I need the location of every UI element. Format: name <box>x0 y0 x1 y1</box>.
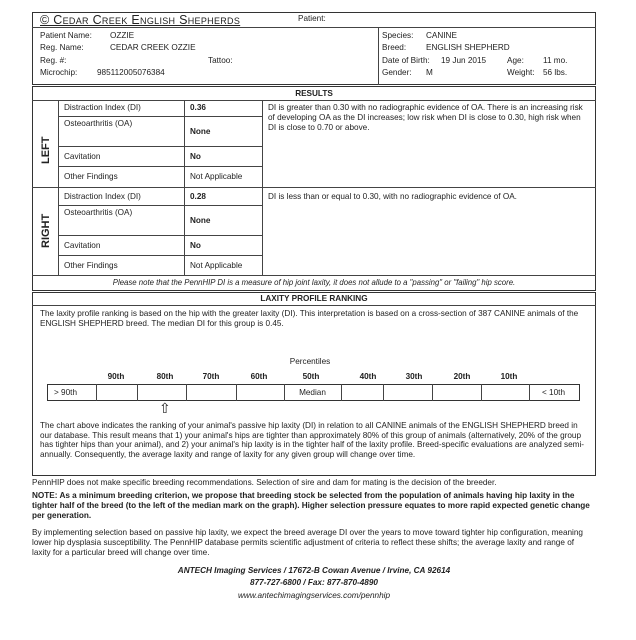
dob-label: Date of Birth: <box>382 56 430 65</box>
left-oa-label: Osteoarthritis (OA) <box>64 119 133 128</box>
left-other-label: Other Findings <box>64 172 118 181</box>
percentile-label: 90th <box>107 372 125 381</box>
dob-value: 19 Jun 2015 <box>441 56 487 65</box>
bar-divider <box>432 384 433 401</box>
percentile-label: 30th <box>405 372 423 381</box>
clinic-name: © Cedar Creek English Shepherds <box>40 13 241 27</box>
weight-label: Weight: <box>507 68 535 77</box>
results-side-divider <box>32 187 596 188</box>
species-value: CANINE <box>426 31 457 40</box>
results-title-divider <box>32 100 596 101</box>
reg-name-label: Reg. Name: <box>40 43 84 52</box>
gender-label: Gender: <box>382 68 412 77</box>
left-other-value: Not Applicable <box>190 172 243 181</box>
row-divider <box>58 255 262 256</box>
side-label-left: LEFT <box>40 136 52 164</box>
laxity-title-divider <box>32 305 596 306</box>
breeding-note: NOTE: As a minimum breeding criterion, we propose that breeding stock be selected from the population of animals having hip laxity in the tighter half of the breed (to the left of the median mark on the graph). Higher selection pressure equates to more rapid expected genetic change per generation. <box>32 491 590 520</box>
laxity-intro: The laxity profile ranking is based on the hip with the greater laxity (DI). This interpretation is based on a cross-section of 387 CANINE animals of the ENGLISH SHEPHERD breed. The median DI for this group is 0.45. <box>40 309 579 328</box>
percentile-label: 70th <box>202 372 220 381</box>
right-oa-value: None <box>190 216 211 225</box>
bar-divider <box>529 384 530 401</box>
laxity-title: LAXITY PROFILE RANKING <box>260 294 368 303</box>
results-title: RESULTS <box>295 89 333 98</box>
ranking-arrow-icon: ⇧ <box>159 400 171 416</box>
tattoo-label: Tattoo: <box>208 56 233 65</box>
bar-divider <box>341 384 342 401</box>
age-value: 11 mo. <box>543 56 568 65</box>
percentile-label: 10th <box>500 372 518 381</box>
breed-label: Breed: <box>382 43 407 52</box>
header-middle-divider <box>378 27 379 85</box>
patient-name-label: Patient Name: <box>40 31 92 40</box>
right-other-label: Other Findings <box>64 261 118 270</box>
patient-name-value: OZZIE <box>110 31 135 40</box>
right-cavitation-label: Cavitation <box>64 241 101 250</box>
right-di-label: Distraction Index (DI) <box>64 192 141 201</box>
selection-paragraph: By implementing selection based on passive hip laxity, we expect the breed average DI over the years to move toward tighter hip configuration, meaning lower hip dysplasia susceptibility. The PennHIP database permits scientific adjustment of criteria to reflect these shifts; the average laxity and range of laxity for a particular breed will change over time. <box>32 528 583 557</box>
reg-name-value: CEDAR CREEK OZZIE <box>110 43 196 52</box>
patient-heading: Patient: <box>298 14 326 23</box>
percentile-label: 80th <box>156 372 174 381</box>
row-divider <box>58 235 262 236</box>
reg-number-label: Reg. #: <box>40 56 67 65</box>
weight-value: 56 lbs. <box>543 68 568 77</box>
left-di-value: 0.36 <box>190 103 206 112</box>
bar-divider <box>96 384 97 401</box>
bar-divider <box>481 384 482 401</box>
left-di-label: Distraction Index (DI) <box>64 103 141 112</box>
microchip-value: 985112005076384 <box>97 68 165 77</box>
percentile-label: 50th <box>302 372 320 381</box>
results-col2 <box>184 100 185 275</box>
side-label-right: RIGHT <box>40 213 52 248</box>
results-note: Please note that the PennHIP DI is a measure of hip joint laxity, it does not allude to a "passing" or "failing" hip score. <box>112 278 516 287</box>
gender-value: M <box>426 68 433 77</box>
right-interpretation: DI is less than or equal to 0.30, with no radiographic evidence of OA. <box>268 192 517 201</box>
right-oa-label: Osteoarthritis (OA) <box>64 208 133 217</box>
contact-website[interactable]: www.antechimagingservices.com/pennhip <box>238 591 390 600</box>
results-col3 <box>262 100 263 275</box>
right-cavitation-value: No <box>190 241 201 250</box>
breed-value: ENGLISH SHEPHERD <box>426 43 510 52</box>
left-oa-value: None <box>190 127 211 136</box>
percentile-label: 60th <box>250 372 268 381</box>
left-cavitation-label: Cavitation <box>64 152 101 161</box>
left-cavitation-value: No <box>190 152 201 161</box>
breeding-disclaimer: PennHIP does not make specific breeding recommendations. Selection of sire and dam for mating is the decision of the breeder. <box>32 478 497 487</box>
cell-below-10th: < 10th <box>542 388 565 397</box>
results-col1 <box>58 100 59 275</box>
row-divider <box>58 205 262 206</box>
row-divider <box>58 166 262 167</box>
right-di-value: 0.28 <box>190 192 206 201</box>
bar-divider <box>137 384 138 401</box>
left-interpretation: DI is greater than 0.30 with no radiographic evidence of OA. There is an increasing risk of developing OA as the DI increases; low risk when DI is close to 0.30, high risk when DI is close to 0.70 or above. <box>268 103 583 132</box>
percentile-label: 20th <box>453 372 471 381</box>
results-bottom-divider <box>32 275 596 276</box>
laxity-explanation: The chart above indicates the ranking of your animal's passive hip laxity (DI) in relation to all CANINE animals of the ENGLISH SHEPHERD breed in our database. This result means that 1) your animal's hips are tighter than approximately 80% of this group of animals (alternatively, 20% of the group has tighter hips than your animal), and 2) your animal's hip laxity is in the tighter half of the laxity profile. Breed-specific evaluations are analyzed semi-annually. Consequently, the average laxity and range of laxity for any given group will change over time. <box>40 421 585 459</box>
age-label: Age: <box>507 56 524 65</box>
cell-median: Median <box>299 388 326 397</box>
contact-address: ANTECH Imaging Services / 17672-B Cowan Avenue / Irvine, CA 92614 <box>177 566 451 575</box>
bar-divider <box>236 384 237 401</box>
percentile-label: 40th <box>359 372 377 381</box>
cell-above-90th: > 90th <box>54 388 77 397</box>
contact-phone: 877-727-6800 / Fax: 877-870-4890 <box>250 578 378 587</box>
percentiles-title: Percentiles <box>289 357 331 366</box>
bar-divider <box>186 384 187 401</box>
species-label: Species: <box>382 31 414 40</box>
microchip-label: Microchip: <box>40 68 78 77</box>
right-other-value: Not Applicable <box>190 261 243 270</box>
row-divider <box>58 146 262 147</box>
row-divider <box>58 116 262 117</box>
bar-divider <box>383 384 384 401</box>
